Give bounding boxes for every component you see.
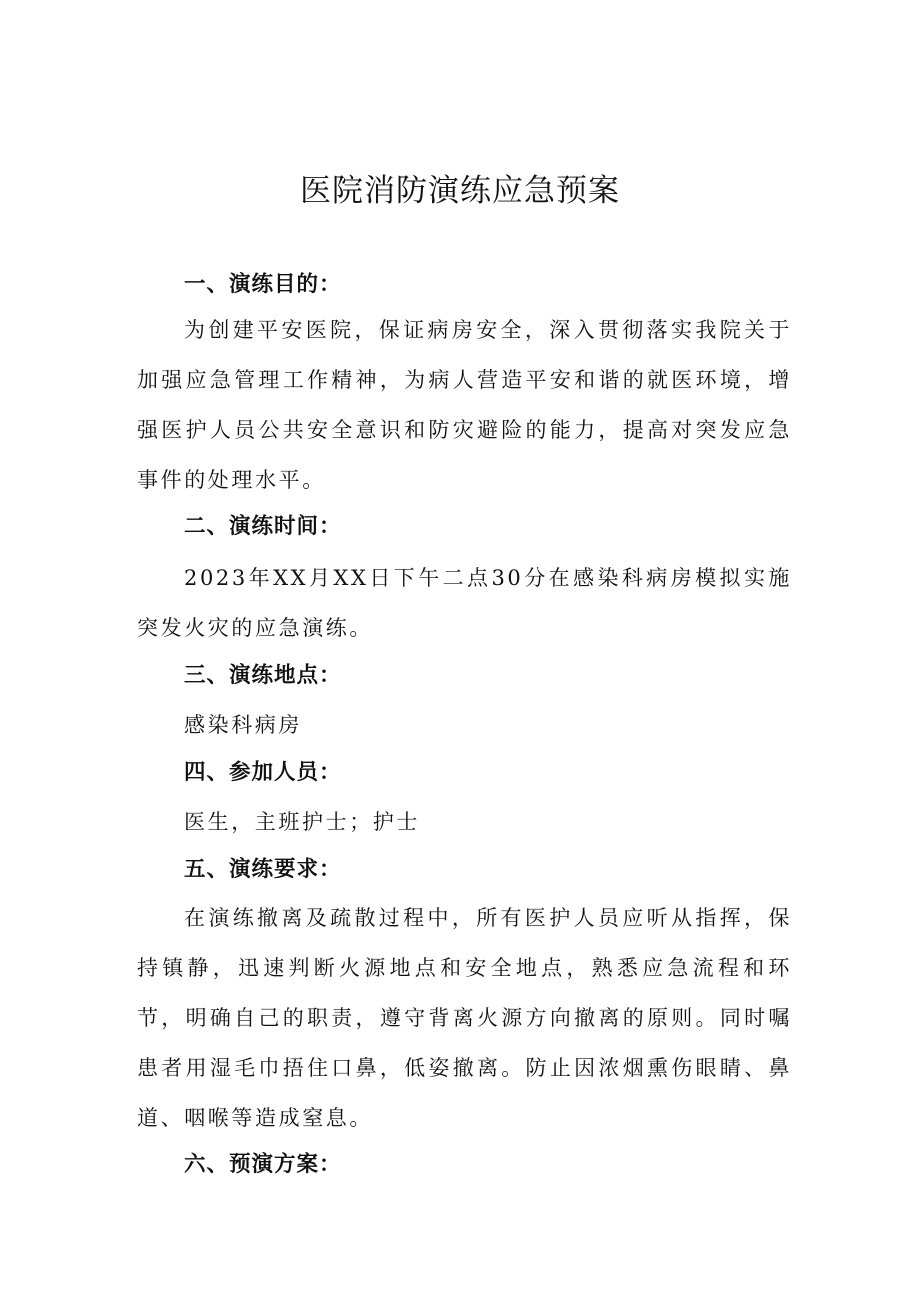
section-body-time: 2023年XX月XX日下午二点30分在感染科病房模拟实施突发火灾的应急演练。 <box>137 566 792 640</box>
section-body-participants: 医生，主班护士；护士 <box>184 810 420 834</box>
section-heading-participants: 四、参加人员： <box>184 760 342 785</box>
section-heading-purpose: 一、演练目的： <box>184 272 342 297</box>
document-title: 医院消防演练应急预案 <box>300 173 620 209</box>
section-heading-plan: 六、预演方案： <box>184 1152 342 1177</box>
section-heading-location: 三、演练地点： <box>184 663 342 688</box>
section-heading-time: 二、演练时间： <box>184 514 342 539</box>
section-heading-requirements: 五、演练要求： <box>184 857 342 882</box>
section-body-location: 感染科病房 <box>184 713 302 737</box>
section-body-purpose: 为创建平安医院，保证病房安全，深入贯彻落实我院关于加强应急管理工作精神，为病人营造平安和谐的就医环境，增强医护人员公共安全意识和防灾避险的能力，提高对突发应急事件的处理水平。 <box>137 318 792 492</box>
section-body-requirements: 在演练撤离及疏散过程中，所有医护人员应听从指挥，保持镇静，迅速判断火源地点和安全地点，熟悉应急流程和环节，明确自己的职责，遵守背离火源方向撤离的原则。同时嘱患者用湿毛巾捂住口鼻，低姿撤离。防止因浓烟熏伤眼睛、鼻道、咽喉等造成窒息。 <box>137 906 792 1130</box>
